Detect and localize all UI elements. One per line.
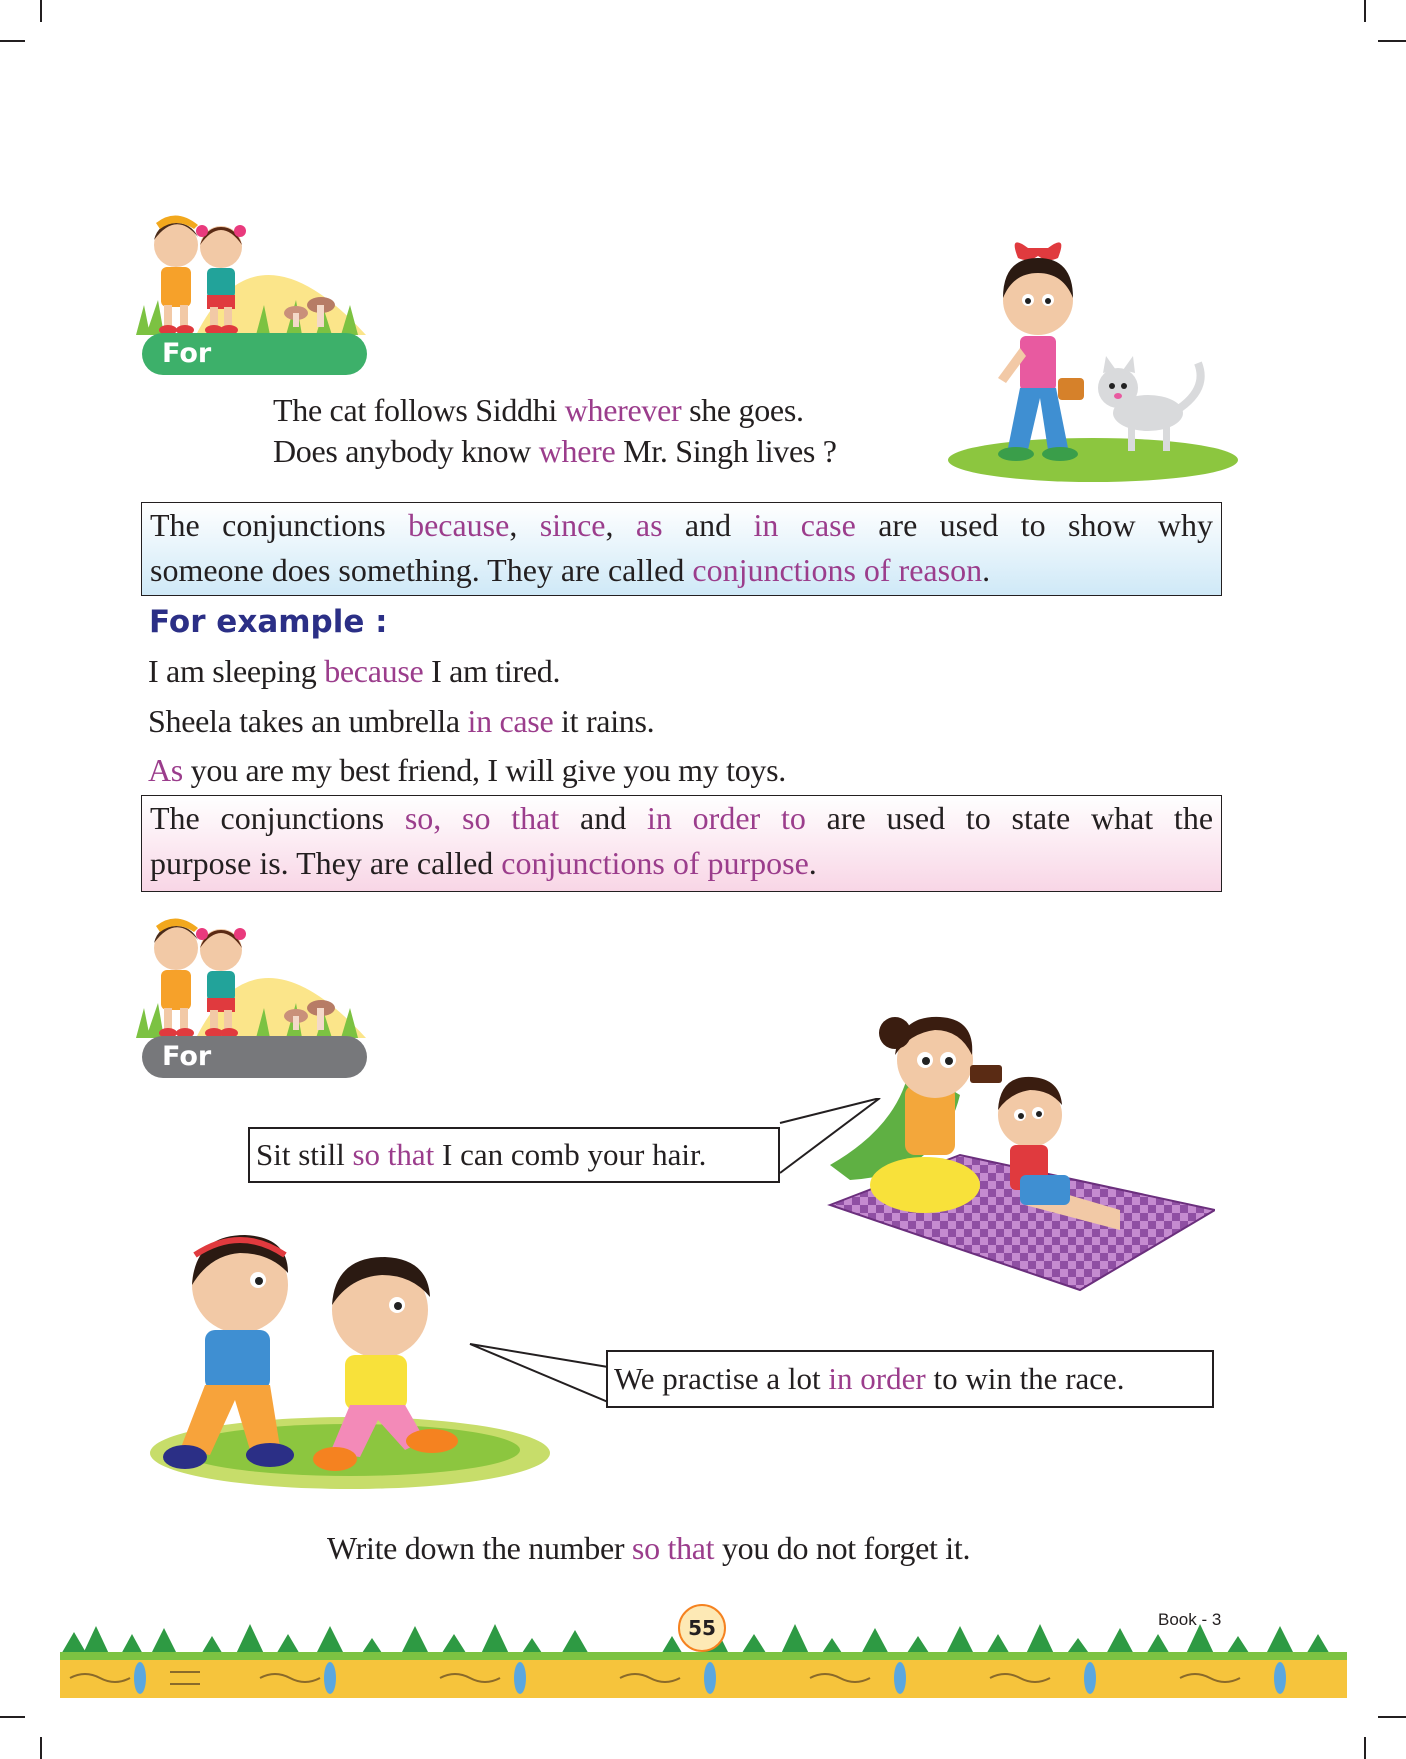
- crop-mark: [40, 0, 42, 22]
- conjunction-highlight: where: [538, 433, 616, 469]
- term-highlight: conjunctions of reason: [692, 552, 983, 588]
- speech-bubble-tail: [770, 1098, 885, 1183]
- conjunction-highlight: as: [635, 507, 663, 543]
- conjunction-highlight: because: [408, 507, 510, 543]
- definition-text: .: [982, 552, 991, 588]
- sentence-text: it rains.: [553, 703, 655, 739]
- sentence-text: Does anybody know: [273, 433, 539, 469]
- definition-text: are used to state what the: [805, 800, 1214, 836]
- example-badge: For example :: [142, 1036, 367, 1078]
- definition-text: ,: [509, 507, 540, 543]
- two-kids-illustration: [136, 908, 366, 1043]
- sentence-text: you are my best friend, I will give you my toys.: [182, 752, 786, 788]
- conjunction-highlight: in order to: [647, 800, 806, 836]
- sentence-text: I am tired.: [423, 653, 561, 689]
- example-badge: For example :: [142, 333, 367, 375]
- definition-text: someone does something. They are called: [150, 552, 693, 588]
- term-highlight: conjunctions of purpose: [501, 845, 809, 881]
- example-sentence: [273, 431, 837, 471]
- definition-text: are used to show why: [855, 507, 1214, 543]
- definition-text: The conjunctions: [150, 507, 409, 543]
- example-sentence: [273, 390, 804, 430]
- bubble-text: I can comb your hair.: [434, 1137, 707, 1172]
- bubble-text: to win the race.: [925, 1361, 1125, 1396]
- conjunction-highlight: in order: [828, 1361, 926, 1396]
- conjunction-highlight: wherever: [564, 392, 682, 428]
- sentence-text: The cat follows Siddhi: [273, 392, 565, 428]
- sentence-text: I am sleeping: [148, 653, 325, 689]
- definition-text: purpose is. They are called: [150, 845, 502, 881]
- example-sentence: [148, 701, 654, 741]
- speech-bubble: [248, 1127, 780, 1183]
- speech-bubble-tail: [468, 1342, 610, 1417]
- definition-text: and: [662, 507, 754, 543]
- definition-line: [150, 841, 1213, 886]
- conjunction-highlight: because: [324, 653, 424, 689]
- example-sentence: [327, 1528, 970, 1568]
- crop-mark: [40, 1737, 42, 1759]
- definition-text: .: [808, 845, 817, 881]
- sentence-text: you do not forget it.: [714, 1530, 971, 1566]
- crop-mark: [1364, 0, 1366, 22]
- example-heading: For example :: [149, 604, 388, 640]
- definition-box-reason: [141, 502, 1222, 596]
- sentence-text: Sheela takes an umbrella: [148, 703, 468, 739]
- conjunction-highlight: in case: [753, 507, 856, 543]
- definition-line: [150, 548, 1213, 593]
- sentence-text: she goes.: [681, 392, 804, 428]
- bubble-text: Sit still: [256, 1137, 353, 1172]
- page-number: 55: [678, 1604, 726, 1652]
- conjunction-highlight: since: [539, 507, 606, 543]
- crop-mark: [0, 40, 25, 42]
- sentence-text: Write down the number: [327, 1530, 632, 1566]
- girl-with-cat-illustration: [948, 238, 1238, 488]
- definition-text: The conjunctions: [150, 800, 405, 836]
- two-kids-illustration: [136, 205, 366, 340]
- conjunction-highlight: As: [148, 752, 183, 788]
- definition-text: ,: [605, 507, 636, 543]
- definition-text: and: [559, 800, 648, 836]
- sentence-text: Mr. Singh lives ?: [615, 433, 837, 469]
- example-sentence: [148, 651, 560, 691]
- conjunction-highlight: in case: [467, 703, 554, 739]
- conjunction-highlight: so that: [631, 1530, 715, 1566]
- speech-bubble: [606, 1350, 1214, 1408]
- definition-line: [150, 503, 1213, 548]
- book-label: Book - 3: [1158, 1610, 1222, 1629]
- crop-mark: [0, 1716, 25, 1718]
- conjunction-highlight: so that: [352, 1137, 435, 1172]
- crop-mark: [1364, 1737, 1366, 1759]
- bubble-text: We practise a lot: [614, 1361, 829, 1396]
- crop-mark: [1378, 40, 1406, 42]
- definition-line: [150, 796, 1213, 841]
- example-sentence: [148, 750, 786, 790]
- crop-mark: [1378, 1716, 1406, 1718]
- definition-box-purpose: [141, 795, 1222, 892]
- conjunction-highlight: so, so that: [404, 800, 560, 836]
